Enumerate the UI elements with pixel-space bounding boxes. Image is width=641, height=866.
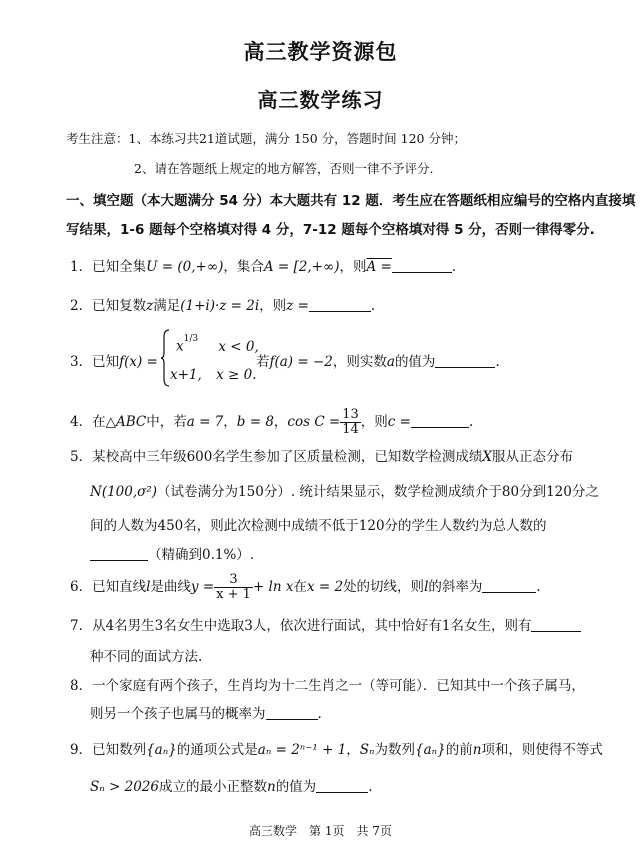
q7-answer-blank[interactable]: [531, 617, 581, 632]
q9-line-2: [90, 775, 372, 795]
q5-line-1: [70, 445, 573, 465]
q1-text-e: ，则: [339, 259, 367, 275]
q9-answer-blank[interactable]: [316, 778, 368, 793]
q4-text-c: 中，若: [146, 414, 187, 430]
q9-text-m: 成立的最小正整数: [158, 779, 267, 795]
q1-answer-blank[interactable]: [392, 258, 452, 273]
q7-number: 7．: [70, 618, 93, 634]
q9-text-k: 项和，则使得不等式: [481, 742, 603, 758]
q3-text-d: 若: [256, 354, 270, 370]
q7-line-1: [70, 614, 581, 634]
q3-case2-condition: x ≥ 0.: [216, 367, 257, 383]
q1-text-a: 已知全集: [92, 259, 147, 275]
q6-line-l: l: [146, 579, 151, 595]
q6-x-value: x = 2: [306, 579, 344, 595]
q1-period: .: [451, 259, 457, 275]
q9-text-g: 为数列: [374, 742, 416, 758]
q9-text-a: 已知数列: [92, 742, 147, 758]
q7-line-2: 种不同的面试方法.: [90, 649, 203, 665]
q2-text-c: 满足: [153, 298, 181, 314]
q9-period: .: [368, 779, 373, 795]
q1-complement: A =: [366, 259, 392, 275]
q1-number: 1．: [70, 259, 93, 275]
question-1: [70, 255, 456, 275]
q4-text-i: ，则: [360, 414, 388, 430]
question-2: [70, 294, 375, 314]
q9-text-o: 的值为: [275, 779, 317, 795]
q5-text-1c: 服从正态分布: [492, 449, 573, 465]
q8-text-1: 一个家庭有两个孩子，生肖均为十二生肖之一（等可能）．已知其中一个孩子属马，: [92, 678, 585, 694]
q3-tail: [256, 350, 500, 370]
q6-period: .: [536, 579, 541, 595]
q2-period: .: [370, 298, 376, 314]
q2-text-e: ，则: [259, 298, 287, 314]
q4-fraction-denominator: 14: [342, 422, 359, 437]
q1-set-a: A = [2,+∞): [263, 259, 340, 275]
q3-lead: [70, 350, 158, 370]
q4-sep-1: ，: [223, 414, 237, 430]
q6-answer-blank[interactable]: [482, 578, 536, 593]
q7-text-1: 从4名男生3名女生中选取3人，依次进行面试，其中恰好有1名女生，则有: [92, 618, 532, 634]
q4-period: .: [468, 414, 474, 430]
q5-line-4: [90, 543, 254, 563]
q3-case1-expr: x: [176, 338, 184, 355]
page-footer: 高三数学 第 1页 共 7页: [249, 824, 392, 838]
q3-answer-blank[interactable]: [435, 353, 495, 368]
q9-number: 9．: [70, 742, 93, 758]
q2-equation: (1+i)·z = 2i: [180, 298, 260, 314]
q4-a-value: a = 7: [186, 414, 224, 430]
q9-var-n-2: n: [266, 779, 276, 795]
q6-fraction: [214, 573, 253, 601]
q6-text-c: 是曲线: [150, 579, 191, 595]
q5-var-x: X: [482, 449, 492, 465]
q3-case-1: [176, 334, 259, 355]
q8-number: 8．: [70, 678, 93, 694]
q9-var-n: n: [472, 742, 482, 758]
q5-answer-blank[interactable]: [90, 546, 148, 561]
doc-title: 高三教学资源包: [243, 40, 398, 64]
q6-text-j: 的斜率为: [428, 579, 483, 595]
q6-ln-term: + ln x: [252, 579, 294, 595]
q4-c-equals: c =: [387, 414, 411, 430]
q3-text-h: 的值为: [394, 354, 436, 370]
q4-sep-2: ，: [273, 414, 288, 430]
q9-inequality: Sₙ > 2026: [90, 779, 159, 795]
q9-text-c: 的通项公式是: [176, 742, 258, 758]
notice-line-2: 2、请在答题纸上规定的地方解答，否则一律不予评分.: [134, 161, 434, 176]
paper-title: 高三数学练习: [257, 88, 384, 112]
q4-fraction-numerator: 13: [342, 407, 359, 423]
q3-case1-exponent: 1/3: [183, 334, 199, 344]
q9-sep: ，: [346, 742, 360, 758]
q4-text-a: 在△: [92, 414, 116, 430]
q3-case2-expr: x+1,: [170, 367, 202, 383]
q6-text-f: 在: [293, 579, 307, 595]
q8-line-1: [70, 674, 585, 694]
q4-triangle: ABC: [115, 414, 147, 430]
q2-answer-blank[interactable]: [309, 297, 371, 312]
piecewise-brace: [160, 329, 170, 387]
q4-answer-blank[interactable]: [411, 413, 469, 428]
q3-text-a: 已知: [92, 354, 120, 370]
q5-number: 5．: [70, 449, 93, 465]
q3-text-f: ，则实数: [332, 354, 387, 370]
q9-text-i: 的前: [445, 742, 473, 758]
q2-z-equals: z =: [286, 298, 309, 314]
q4-b-value: b = 8: [236, 414, 274, 430]
q2-number: 2．: [70, 298, 93, 314]
q5-text-2: （试卷满分为150分）. 统计结果显示，数学检测成绩介于80分到120分之: [157, 484, 599, 500]
q3-case1-condition: x < 0,: [218, 338, 259, 355]
q5-text-4: （精确到0.1%）.: [148, 547, 255, 563]
q2-var-z: z: [146, 298, 154, 314]
q5-text-1: 某校高中三年级600名学生参加了区质量检测，已知数学检测成绩: [92, 449, 483, 465]
q2-text-a: 已知复数: [92, 298, 147, 314]
notice-line-1: 考生注意：1、本练习共21道试题，满分 150 分，答题时间 120 分钟；: [66, 131, 466, 146]
q3-period: .: [495, 354, 500, 370]
q6-text-a: 已知直线: [92, 579, 147, 595]
q9-sequence-2: {aₙ}: [415, 742, 446, 758]
q4-fraction: [340, 408, 361, 436]
q9-sn: Sₙ: [359, 742, 375, 758]
q6-y-equals: y =: [190, 579, 215, 595]
q3-case-2: [170, 367, 257, 383]
q6-number: 6．: [70, 579, 93, 595]
q5-line-3: 间的人数为450名，则此次检测中成绩不低于120分的学生人数约为总人数的: [90, 518, 547, 534]
q6-text-h: 处的切线，则: [343, 579, 425, 595]
question-6: [70, 567, 541, 607]
q3-var-a: a: [386, 354, 395, 370]
q4-number: 4．: [70, 414, 93, 430]
q8-answer-blank[interactable]: [266, 705, 318, 720]
q9-sequence: {aₙ}: [146, 742, 177, 758]
q4-cos-c: cos C =: [287, 414, 341, 430]
q6-line-l-2: l: [424, 579, 429, 595]
q8-text-2: 则另一个孩子也属马的概率为: [90, 706, 266, 722]
q9-line-1: [70, 738, 603, 758]
q6-fraction-numerator: 3: [214, 573, 253, 588]
q1-set-u: U = (0,+∞): [146, 259, 224, 275]
q3-func-lhs: f(x) =: [119, 354, 158, 370]
q5-line-2: [90, 480, 599, 500]
q9-formula: aₙ = 2ⁿ⁻¹ + 1: [257, 742, 347, 758]
q3-condition: f(a) = −2: [269, 354, 333, 370]
question-4: [70, 402, 473, 442]
q5-normal-dist: N(100,σ²): [90, 484, 158, 500]
q6-fraction-denominator: x + 1: [216, 587, 251, 602]
q1-text-c: ，集合: [223, 259, 264, 275]
section-intro-line-2: 写结果，1-6 题每个空格填对得 4 分，7-12 题每个空格填对得 5 分，否则一律得零分.: [66, 222, 595, 238]
q3-number: 3．: [70, 354, 93, 370]
section-intro-line-1: 一、填空题（本大题满分 54 分）本大题共有 12 题．考生应在答题纸相应编号的空格内直接填: [66, 193, 636, 209]
q8-line-2: [90, 702, 322, 722]
q8-period: .: [317, 706, 322, 722]
